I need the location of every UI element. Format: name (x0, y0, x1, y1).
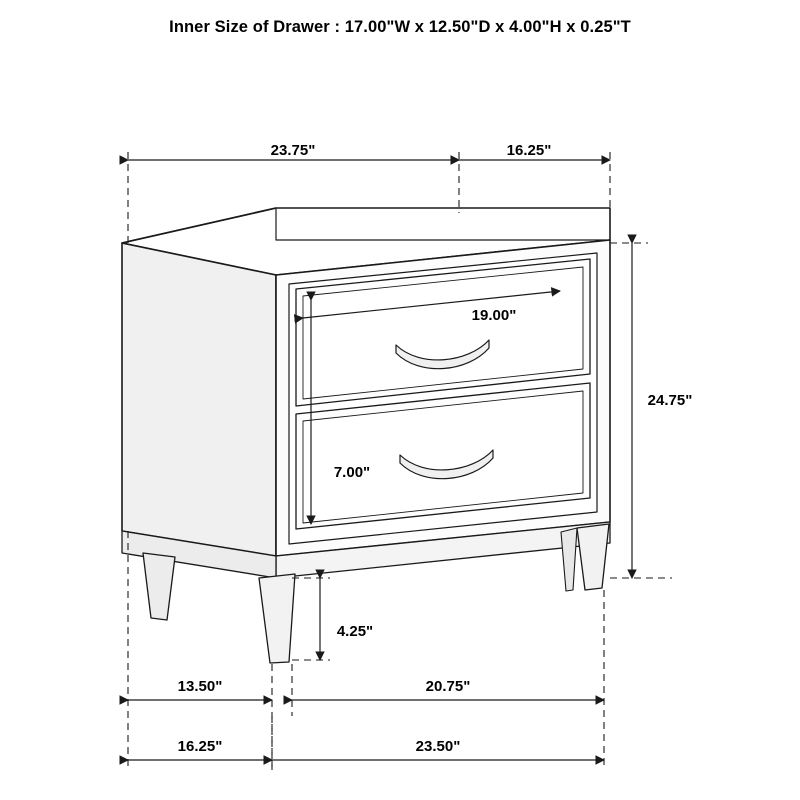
label-leg-height: 4.25" (336, 623, 374, 640)
label-base-width: 23.50" (415, 738, 461, 755)
label-left-leg-offset: 13.50" (177, 678, 223, 695)
leg-front-left (259, 574, 295, 663)
furniture-body (122, 208, 610, 663)
leg-front-right (577, 524, 609, 590)
leg-back-left (143, 553, 175, 620)
label-drawer-face-width: 19.00" (471, 307, 517, 324)
label-top-side-depth: 16.25" (506, 142, 552, 159)
label-leg-span: 20.75" (425, 678, 471, 695)
label-top-front-width: 23.75" (270, 142, 316, 159)
cabinet-left-side (122, 243, 276, 556)
page-title: Inner Size of Drawer : 17.00"W x 12.50"D x 4.00"H x 0.25"T (169, 18, 631, 36)
label-base-depth: 16.25" (177, 738, 223, 755)
label-overall-height: 24.75" (647, 392, 693, 409)
leg-back-right (561, 528, 577, 591)
label-drawer-stack-height: 7.00" (333, 464, 371, 481)
